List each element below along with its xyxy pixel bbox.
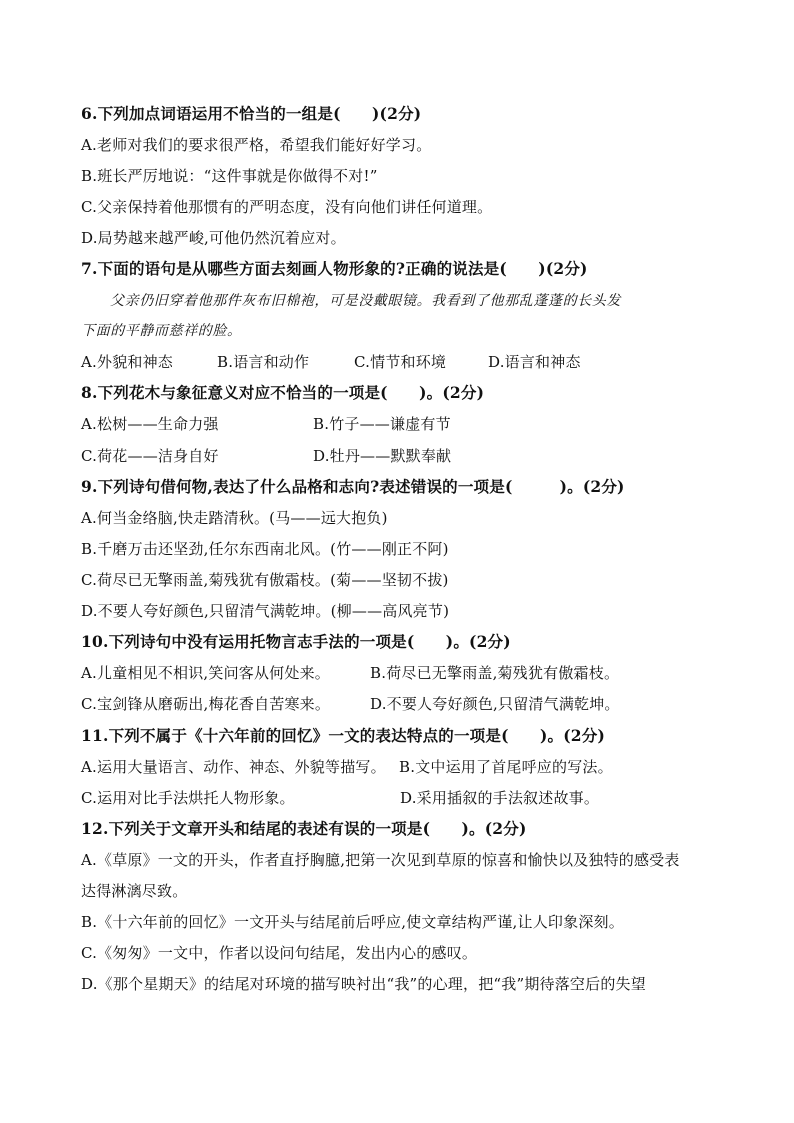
question-12-option-d: D.《那个星期天》的结尾对环境的描写映衬出“我”的心理，把“我”期待落空后的失望	[81, 975, 646, 993]
question-6-option-c: C.父亲保持着他那惯有的严明态度，没有向他们讲任何道理。	[81, 198, 493, 216]
question-11-option-b: B.文中运用了首尾呼应的写法。	[399, 758, 613, 776]
question-8-option-c: C.荷花——洁身自好	[81, 447, 219, 465]
question-11-stem: 11.下列不属于《十六年前的回忆》一文的表达特点的一项是( )。(2分)	[81, 726, 605, 745]
question-6-stem: 6.下列加点词语运用不恰当的一组是( )(2分)	[81, 104, 422, 123]
question-6-option-a: A.老师对我们的要求很严格，希望我们能好好学习。	[81, 136, 432, 154]
question-9-option-b: B.千磨万击还坚劲,任尔东西南北风。(竹——刚正不阿)	[81, 540, 449, 558]
question-8-option-d: D.牡丹——默默奉献	[313, 447, 452, 465]
question-12-option-b: B.《十六年前的回忆》一文开头与结尾前后呼应,使文章结构严谨,让人印象深刻。	[81, 913, 624, 931]
question-12-option-a: A.《草原》一文的开头，作者直抒胸臆,把第一次见到草原的惊喜和愉快以及独特的感受表	[81, 851, 680, 869]
question-12-option-c: C.《匆匆》一文中，作者以设问句结尾，发出内心的感叹。	[81, 944, 478, 962]
question-9-option-a: A.何当金络脑,快走踏清秋。(马——远大抱负)	[81, 509, 388, 527]
question-11-option-a: A.运用大量语言、动作、神态、外貌等描写。	[81, 758, 386, 776]
question-6-option-d: D.局势越来越严峻,可他仍然沉着应对。	[81, 229, 346, 247]
question-10-option-d: D.不要人夸好颜色,只留清气满乾坤。	[370, 695, 620, 713]
question-9-stem: 9.下列诗句借何物,表达了什么品格和志向?表述错误的一项是( )。(2分)	[81, 477, 625, 496]
question-10-option-a: A.儿童相见不相识,笑问客从何处来。	[81, 664, 330, 682]
question-7-passage-line-1: 父亲仍旧穿着他那件灰布旧棉袍，可是没戴眼镜。我看到了他那乱蓬蓬的长头发	[110, 293, 621, 309]
question-12-option-a-continued: 达得淋漓尽致。	[81, 882, 188, 900]
question-7-option-c: C.情节和环境	[354, 353, 447, 371]
question-6-option-b: B.班长严厉地说：“这件事就是你做得不对!”	[81, 167, 378, 185]
question-8-option-b: B.竹子——谦虚有节	[313, 415, 451, 433]
question-8-stem: 8.下列花木与象征意义对应不恰当的一项是( )。(2分)	[81, 383, 485, 402]
question-9-option-c: C.荷尽已无擎雨盖,菊残犹有傲霜枝。(菊——坚韧不拔)	[81, 571, 449, 589]
question-7-option-a: A.外貌和神态	[81, 353, 174, 371]
question-7-passage-line-2: 下面的平静而慈祥的脸。	[81, 323, 242, 339]
question-10-option-c: C.宝剑锋从磨砺出,梅花香自苦寒来。	[81, 695, 331, 713]
question-10-stem: 10.下列诗句中没有运用托物言志手法的一项是( )。(2分)	[81, 632, 511, 651]
question-9-option-d: D.不要人夸好颜色,只留清气满乾坤。(柳——高风亮节)	[81, 602, 450, 620]
question-11-option-c: C.运用对比手法烘托人物形象。	[81, 789, 295, 807]
question-7-option-d: D.语言和神态	[488, 353, 581, 371]
question-7-stem: 7.下面的语句是从哪些方面去刻画人物形象的?正确的说法是( )(2分)	[81, 259, 588, 278]
question-7-option-b: B.语言和动作	[217, 353, 310, 371]
question-11-option-d: D.采用插叙的手法叙述故事。	[400, 789, 600, 807]
question-8-option-a: A.松树——生命力强	[81, 415, 219, 433]
question-10-option-b: B.荷尽已无擎雨盖,菊残犹有傲霜枝。	[370, 664, 620, 682]
question-12-stem: 12.下列关于文章开头和结尾的表述有误的一项是( )。(2分)	[81, 819, 527, 838]
